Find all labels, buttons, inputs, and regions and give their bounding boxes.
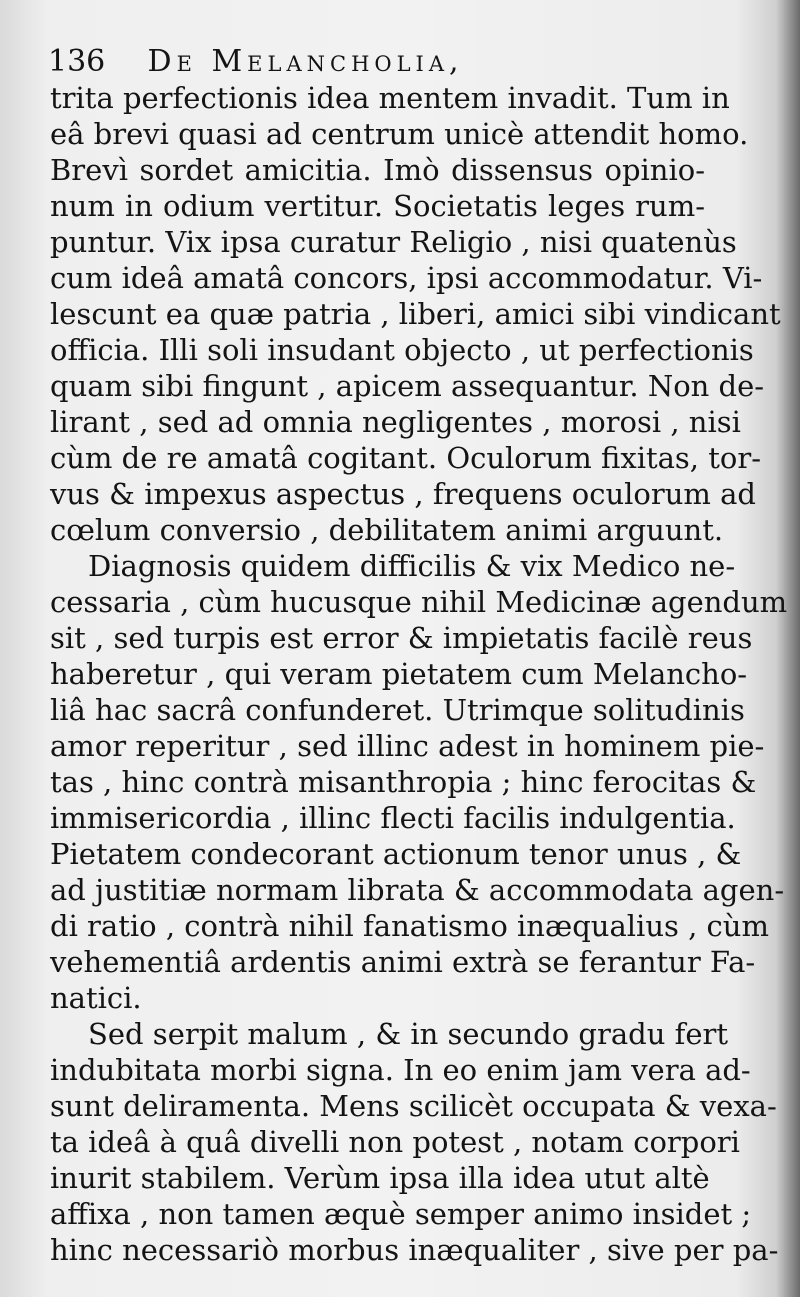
text-line: trita perfectionis idea mentem invadit. Tum in bbox=[50, 81, 730, 115]
text-line: inurit stabilem. Verùm ipsa illa idea utut altè bbox=[50, 1161, 710, 1195]
text-line: ta ideâ à quâ divelli non potest , notam corpori bbox=[50, 1125, 740, 1159]
text-line: quam sibi fingunt , apicem assequantur. Non de- bbox=[50, 369, 765, 403]
text-line: lirant , sed ad omnia negligentes , morosi , nisi bbox=[50, 405, 741, 439]
text-line: amor reperitur , sed illinc adest in hominem pie- bbox=[50, 729, 765, 763]
text-line: indubitata morbi signa. In eo enim jam vera ad- bbox=[50, 1053, 751, 1087]
text-line: cessaria , cùm hucusque nihil Medicinæ agendum bbox=[50, 585, 788, 619]
text-line: natici. bbox=[50, 981, 142, 1015]
text-line: cum ideâ amatâ concors, ipsi accommodatur. Vi- bbox=[50, 261, 763, 295]
text-line: di ratio , contrà nihil fanatismo inæqualius , cùm bbox=[50, 909, 769, 943]
text-line: vehementiâ ardentis animi extrà se ferantur Fa- bbox=[50, 945, 756, 979]
text-line: vus & impexus aspectus , frequens oculorum ad bbox=[50, 477, 756, 511]
page-number: 136 bbox=[48, 44, 106, 79]
text-line: haberetur , qui veram pietatem cum Melancho- bbox=[50, 657, 748, 691]
text-line: sit , sed turpis est error & impietatis facilè reus bbox=[50, 621, 753, 655]
text-line: hinc necessariò morbus inæqualiter , sive per pa- bbox=[50, 1233, 779, 1267]
text-line: puntur. Vix ipsa curatur Religio , nisi quatenùs bbox=[50, 225, 737, 259]
text-line: affixa , non tamen æquè semper animo insidet ; bbox=[50, 1197, 752, 1231]
text-line: lescunt ea quæ patria , liberi, amici sibi vindicant bbox=[50, 297, 781, 331]
text-line: Brevì sordet amicitia. Imò dissensus opinio- bbox=[50, 153, 705, 187]
text-line: tas , hinc contrà misanthropia ; hinc ferocitas & bbox=[50, 765, 757, 799]
text-line: cœlum conversio , debilitatem animi arguunt. bbox=[50, 513, 724, 547]
text-line: liâ hac sacrâ confunderet. Utrimque solitudinis bbox=[50, 693, 745, 727]
text-line: ad justitiæ normam librata & accommodata agen- bbox=[50, 873, 785, 907]
paragraph-start-line: Sed serpit malum , & in secundo gradu fert bbox=[88, 1017, 728, 1051]
running-head bbox=[48, 40, 728, 84]
body-text bbox=[50, 80, 788, 1268]
text-line: cùm de re amatâ cogitant. Oculorum fixitas, tor- bbox=[50, 441, 762, 475]
text-line: num in odium vertitur. Societatis leges rum- bbox=[50, 189, 705, 223]
paragraph-start-line: Diagnosis quidem difficilis & vix Medico ne- bbox=[88, 549, 736, 583]
text-line: Pietatem condecorant actionum tenor unus , & bbox=[50, 837, 742, 871]
text-line: eâ brevi quasi ad centrum unicè attendit homo. bbox=[50, 117, 749, 151]
running-title: De Melancholia, bbox=[147, 44, 464, 79]
text-line: sunt deliramenta. Mens scilicèt occupata & vexa- bbox=[50, 1089, 777, 1123]
text-line: officia. Illi soli insudant objecto , ut perfectionis bbox=[50, 333, 754, 367]
text-line: immisericordia , illinc flecti facilis indulgentia. bbox=[50, 801, 736, 835]
